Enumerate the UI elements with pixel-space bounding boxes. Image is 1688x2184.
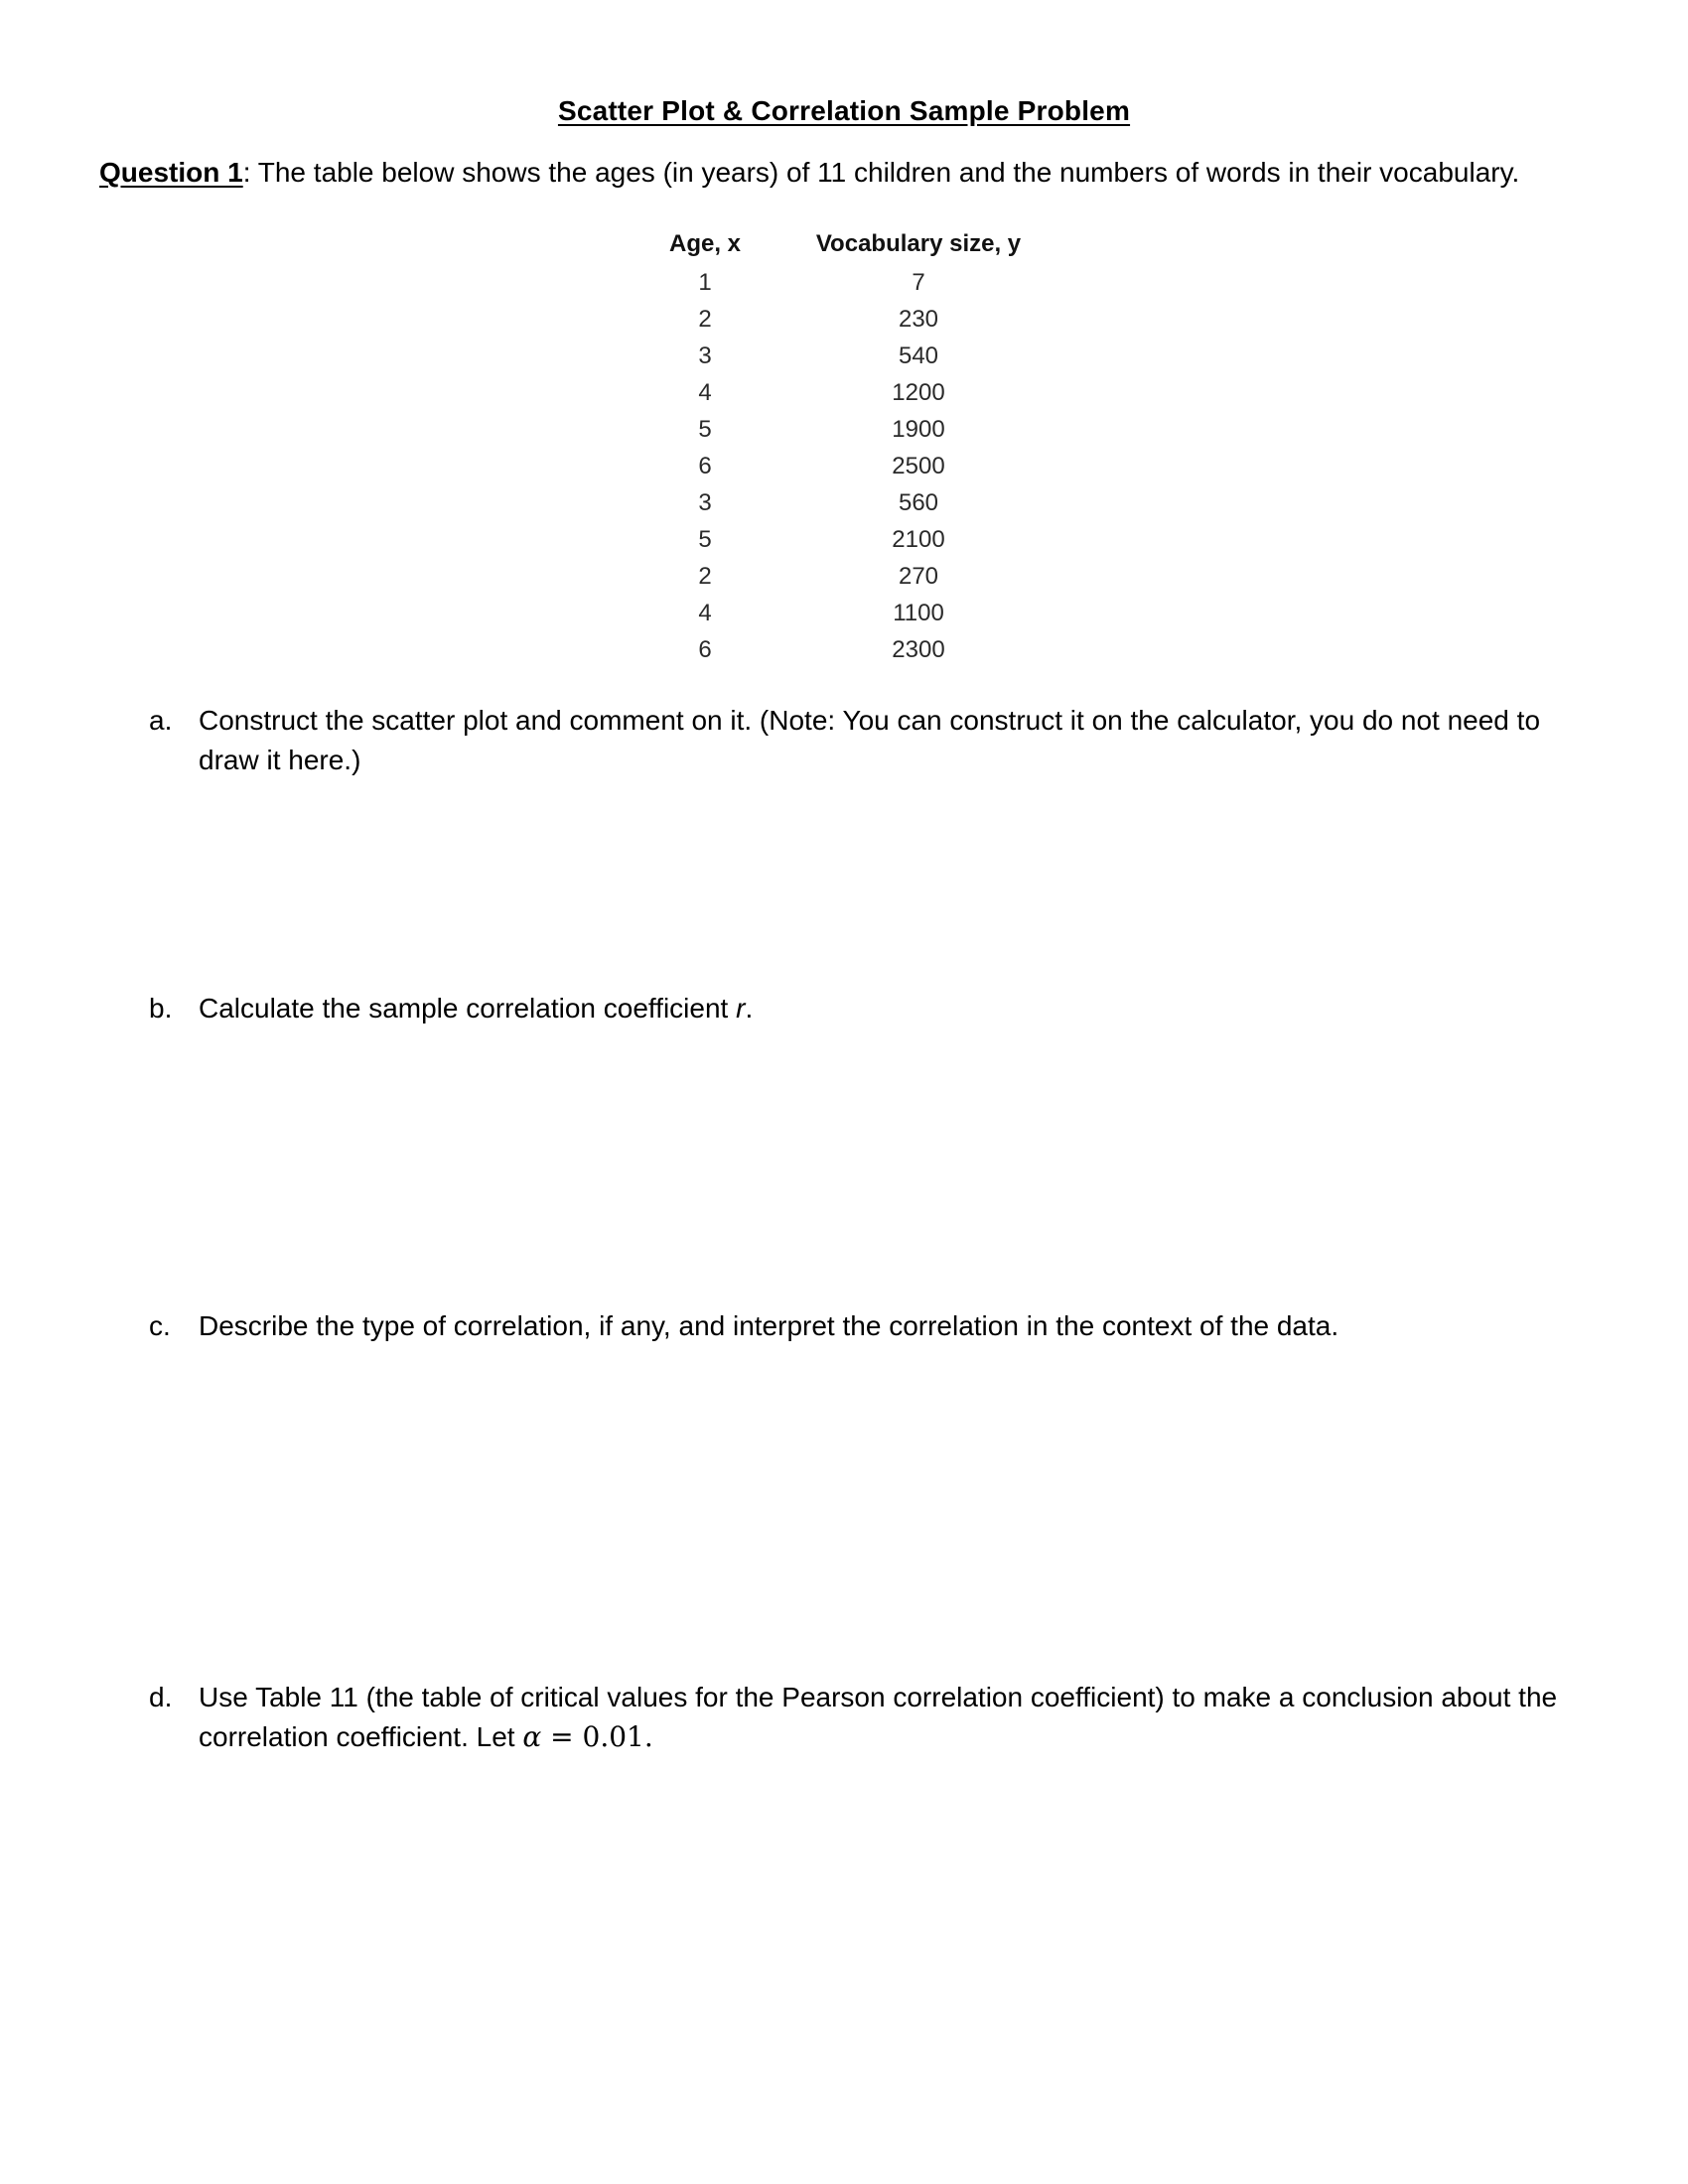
table-row <box>635 484 1062 521</box>
table-row <box>635 301 1062 338</box>
table-row <box>635 521 1062 558</box>
part-b-end: . <box>745 993 754 1024</box>
table-header-row <box>635 224 1062 264</box>
part-c-text: Describe the type of correlation, if any, and interpret the correlation in the context of the data. <box>199 1310 1339 1341</box>
table-row <box>635 374 1062 411</box>
part-d-text-block <box>199 1678 1579 1757</box>
age-cell: 2 <box>698 305 712 333</box>
alpha-symbol: α <box>522 1720 542 1753</box>
data-table <box>635 224 1062 668</box>
age-cell: 4 <box>698 378 712 406</box>
vocabulary-cell: 2100 <box>892 525 945 553</box>
alpha-value: = 0.01. <box>541 1720 653 1753</box>
age-cell: 6 <box>698 635 712 663</box>
age-cell: 6 <box>698 452 712 479</box>
age-cell: 4 <box>698 599 712 626</box>
table-row <box>635 448 1062 484</box>
table-row <box>635 411 1062 448</box>
vocabulary-cell: 1200 <box>892 378 945 406</box>
table-row <box>635 338 1062 374</box>
age-cell: 5 <box>698 415 712 443</box>
age-cell: 1 <box>698 268 712 296</box>
table-row <box>635 558 1062 595</box>
vocabulary-cell: 560 <box>898 488 939 516</box>
column-header-vocabulary: Vocabulary size, y <box>815 230 1022 257</box>
part-b-letter: b. <box>149 993 173 1024</box>
question-label: Question 1 <box>99 157 243 188</box>
vocabulary-cell: 7 <box>912 268 925 296</box>
vocabulary-cell: 270 <box>898 562 939 590</box>
question-prompt <box>99 157 1519 189</box>
question-separator: : <box>242 157 251 188</box>
part-d-letter: d. <box>149 1682 173 1712</box>
part-b-text: Calculate the sample correlation coefficient <box>199 993 737 1024</box>
age-cell: 3 <box>698 341 712 369</box>
table-row <box>635 264 1062 301</box>
part-d-text: Use Table 11 (the table of critical values for the Pearson correlation coefficient) to make a conclusion about the correlation coefficient. Let <box>199 1682 1558 1752</box>
age-cell: 2 <box>698 562 712 590</box>
table-row <box>635 631 1062 668</box>
vocabulary-cell: 1900 <box>892 415 945 443</box>
question-text: The table below shows the ages (in years) of 11 children and the numbers of words in their vocabulary. <box>250 157 1520 188</box>
age-cell: 5 <box>698 525 712 553</box>
vocabulary-cell: 1100 <box>893 599 944 626</box>
part-b-text-block <box>199 989 1579 1028</box>
vocabulary-cell: 540 <box>898 341 939 369</box>
age-cell: 3 <box>698 488 712 516</box>
vocabulary-cell: 230 <box>898 305 939 333</box>
column-header-age: Age, x <box>668 230 742 257</box>
vocabulary-cell: 2300 <box>892 635 945 663</box>
part-b-variable: r <box>736 993 746 1024</box>
vocabulary-cell: 2500 <box>892 452 945 479</box>
table-row <box>635 595 1062 631</box>
part-a-text: Construct the scatter plot and comment on it. (Note: You can construct it on the calculator, you do not need to draw it here.) <box>199 705 1541 775</box>
part-c-letter: c. <box>149 1310 171 1341</box>
table-body <box>635 264 1062 668</box>
part-a-letter: a. <box>149 705 173 736</box>
page-title: Scatter Plot & Correlation Sample Problem <box>557 95 1131 126</box>
